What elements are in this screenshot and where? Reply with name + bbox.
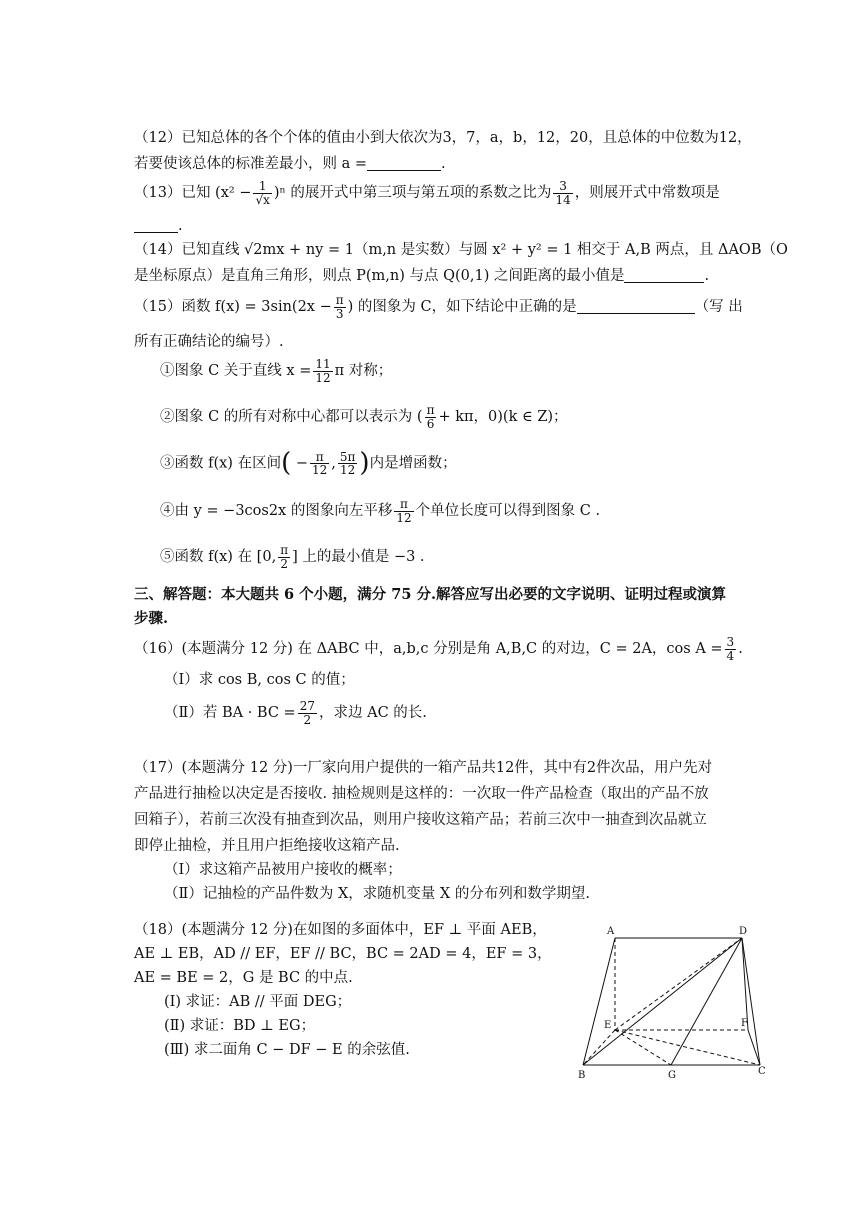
q16-line-1: （16）(本题满分 12 分) 在 ΔABC 中，a,b,c 分别是角 A,B,C 的对边，C = 2A，cos A = $\frac{3}{4}$ . [134,635,743,663]
fraction: $\frac{5\pi}{12}$ [339,449,356,478]
q17-part-1: （Ⅰ）求这箱产品被用户接收的概率； [164,862,402,878]
vertex-label-F: F [741,1018,748,1029]
fraction: $\frac{3}{4}$ [726,635,735,663]
q18-part-3: (Ⅲ) 求二面角 C − DF − E 的余弦值. [164,1042,410,1058]
fraction: $\frac{1}{√x}$ [255,179,270,207]
q13-line-1: （13）已知 (x² − $\frac{1}{√x}$ )ⁿ 的展开式中第三项与第五项的系数之比为 $\frac{3}{14}$ ，则展开式中常数项是 [134,179,720,207]
q14-line-1: （14）已知直线 √2mx + ny = 1（m,n 是实数）与圆 x² + y² = 1 相交于 A,B 两点，且 ΔAOB（O [134,242,788,258]
q17-line-4: 即停止抽检，并且用户拒绝接收这箱产品. [134,838,400,854]
edge-AB [583,938,615,1065]
q17-line-2: 产品进行抽检以决定是否接收. 抽检规则是这样的：一次取一件产品检查（取出的产品不放 [134,786,709,802]
edge-DC [742,938,760,1065]
q16-part-1: （Ⅰ）求 cos B, cos C 的值； [164,672,355,688]
fraction: $\frac{3}{14}$ [555,179,571,207]
answer-blank[interactable] [134,218,178,233]
fraction: $\frac{\pi}{3}$ [335,293,344,321]
q17-line-1: （17）(本题满分 12 分)一厂家向用户提供的一箱产品共12件，其中有2件次品，用户先对 [134,760,713,776]
q15-option-5: ⑤函数 f(x) 在 [0, $\frac{\pi}{2}$ ] 上的最小值是 −3 . [160,543,425,571]
edge-DG [671,938,742,1065]
section-heading-line-1: 三、解答题：本大题共 6 个小题，满分 75 分.解答应写出必要的文字说明、证明过程或演算 [134,586,727,603]
edge-ED [615,938,742,1030]
fraction: $\frac{\pi}{6}$ [426,403,435,431]
polyhedron-figure [570,920,780,1085]
q12-line-1: （12）已知总体的各个个体的值由小到大依次为3，7，a，b，12，20，且总体的中位数为12， [134,130,752,146]
edge-DB [583,938,742,1065]
q15-line-1: （15）函数 f(x) = 3sin(2x − $\frac{\pi}{3}$ ) 的图象为 C，如下结论中正确的是 （写 出 [134,293,743,321]
q14-line-2: 是坐标原点）是直角三角形，则点 P(m,n) 与点 Q(0,1) 之间距离的最小值是 . [134,268,710,284]
fraction: $\frac{27}{2}$ [299,699,315,727]
fraction: $\frac{\pi}{12}$ [312,449,328,478]
fraction: $\frac{11}{12}$ [315,357,331,385]
q15-option-1: ①图象 C 关于直线 x = $\frac{11}{12}$ π 对称； [160,357,393,385]
vertex-label-A: A [607,926,615,937]
q15-line-2: 所有正确结论的编号）. [134,334,284,350]
vertex-label-D: D [739,926,748,937]
vertex-label-B: B [578,1070,586,1081]
q17-line-3: 回箱子），若前三次没有抽查到次品，则用户接收这箱产品；若前三次中一抽查到次品就立 [134,812,707,828]
q12-line-2: 若要使该总体的标准差最小，则 a = . [134,156,446,172]
q15-option-3: ③函数 f(x) 在区间( − $\frac{\pi}{12}$ , $\frac{5\pi}{12}$ )内是增函数； [160,448,457,478]
vertex-label-C: C [758,1066,766,1077]
fraction: $\frac{\pi}{12}$ [396,497,412,525]
answer-blank[interactable] [624,268,704,283]
edge-FC [748,1030,760,1065]
q16-part-2: （Ⅱ）若 BA · BC = $\frac{27}{2}$ ，求边 AC 的长. [164,699,427,727]
q13-line-2: . [134,218,183,235]
answer-blank[interactable] [577,299,695,314]
q18-line-1: （18）(本题满分 12 分)在如图的多面体中，EF ⊥ 平面 AEB， [134,922,547,938]
edge-DF [742,938,748,1030]
section-heading-line-2: 步骤. [134,610,169,627]
q18-line-3: AE = BE = 2，G 是 BC 的中点. [134,970,353,986]
q17-part-2: （Ⅱ）记抽检的产品件数为 X，求随机变量 X 的分布列和数学期望. [164,886,590,902]
q15-option-2: ②图象 C 的所有对称中心都可以表示为 ( $\frac{\pi}{6}$ + kπ，0)(k ∈ Z)； [160,403,568,431]
fraction: $\frac{\pi}{2}$ [280,543,289,571]
q18-part-2: (Ⅱ) 求证：BD ⊥ EG； [164,1018,316,1034]
vertex-label-E: E [604,1020,612,1031]
vertex-label-G: G [668,1070,676,1081]
q18-line-2: AE ⊥ EB，AD // EF，EF // BC，BC = 2AD = 4，EF = 3， [134,946,552,962]
answer-blank[interactable] [367,156,441,171]
q15-option-4: ④由 y = −3cos2x 的图象向左平移 $\frac{\pi}{12}$ 个单位长度可以得到图象 C . [160,497,601,525]
q18-part-1: (Ⅰ) 求证：AB // 平面 DEG； [164,994,352,1010]
edge-EG [615,1030,671,1065]
